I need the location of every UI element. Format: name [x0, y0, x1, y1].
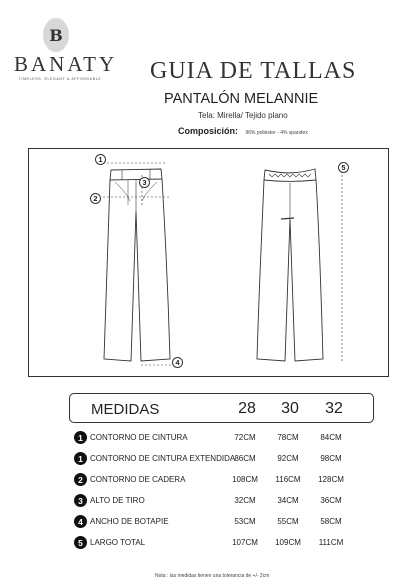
row-number-badge: 2 [74, 473, 87, 486]
brand-logo-icon [43, 18, 69, 52]
row-label: CONTORNO DE CINTURA EXTENDIDA [90, 454, 236, 463]
row-value-32: 58CM [320, 517, 342, 526]
row-value-32: 111CM [318, 538, 344, 547]
row-value-30: 55CM [277, 517, 299, 526]
row-value-32: 84CM [320, 433, 342, 442]
size-header-32: 32 [325, 400, 343, 417]
marker-5: 5 [338, 162, 349, 173]
marker-2: 2 [90, 193, 101, 204]
row-number-badge: 1 [74, 452, 87, 465]
table-row [74, 453, 374, 467]
pants-sketch [29, 149, 390, 378]
row-value-30: 78CM [277, 433, 299, 442]
row-number-badge: 3 [74, 494, 87, 507]
page-title: GUIA DE TALLAS [150, 58, 357, 84]
table-row [74, 495, 374, 509]
marker-4: 4 [172, 357, 183, 368]
row-value-28: 107CM [232, 538, 258, 547]
table-header-label: MEDIDAS [91, 401, 160, 418]
composition-info [178, 121, 308, 139]
marker-1: 1 [95, 154, 106, 165]
row-value-32: 98CM [320, 454, 342, 463]
row-value-28: 72CM [234, 433, 256, 442]
table-row [74, 474, 374, 488]
row-value-32: 36CM [320, 496, 342, 505]
row-number-badge: 5 [74, 536, 87, 549]
fabric-info: Tela: Mirella/ Tejido plano [198, 111, 288, 120]
row-value-28: 108CM [232, 475, 258, 484]
composition-label: Composición: [178, 126, 238, 136]
garment-diagram [28, 148, 389, 377]
row-number-badge: 1 [74, 431, 87, 444]
row-value-30: 34CM [277, 496, 299, 505]
row-number-badge: 4 [74, 515, 87, 528]
row-label: LARGO TOTAL [90, 538, 146, 547]
row-label: ALTO DE TIRO [90, 496, 145, 505]
size-header-30: 30 [281, 400, 299, 417]
row-label: CONTORNO DE CADERA [90, 475, 186, 484]
row-value-28: 53CM [234, 517, 256, 526]
row-value-30: 109CM [275, 538, 301, 547]
size-header-28: 28 [238, 400, 256, 417]
front-legs [104, 179, 170, 361]
row-label: CONTORNO DE CINTURA [90, 433, 188, 442]
row-value-30: 116CM [275, 475, 301, 484]
row-value-28: 32CM [234, 496, 256, 505]
product-name: PANTALÓN MELANNIE [164, 91, 319, 107]
front-waistband [110, 169, 162, 180]
table-row [74, 516, 374, 530]
table-row [74, 537, 374, 551]
composition-value: 96% poliéster - 4% spandex [245, 130, 308, 136]
row-value-30: 92CM [277, 454, 299, 463]
brand-name: BANATY [14, 52, 118, 76]
table-row [74, 432, 374, 446]
logo-letter: B [49, 25, 63, 45]
brand-tagline: TIMELESS, ELEGANT & AFFORDABLE [18, 77, 102, 81]
back-waistband [264, 169, 316, 182]
marker-3: 3 [139, 177, 150, 188]
tolerance-note: Nota : las medidas tienen una tolerancia de +/- 2cm [155, 573, 270, 579]
row-label: ANCHO DE BOTAPIE [90, 517, 169, 526]
row-value-32: 128CM [318, 475, 344, 484]
row-value-28: 86CM [234, 454, 256, 463]
